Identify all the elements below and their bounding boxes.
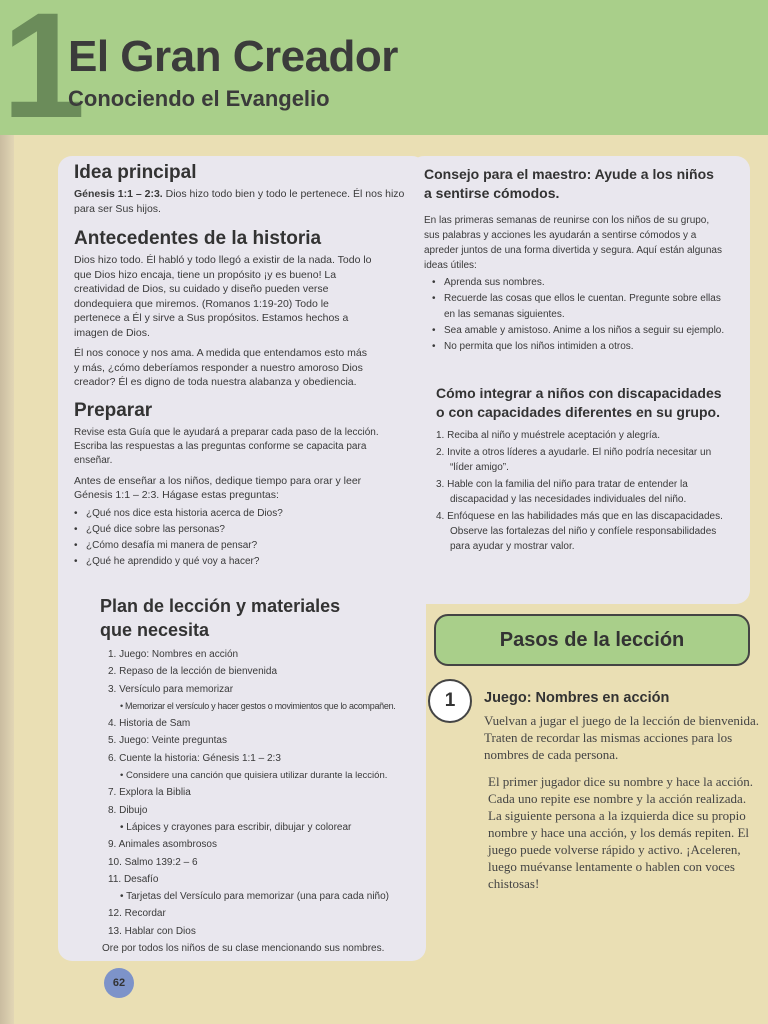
lesson-title: El Gran Creador [68,32,398,81]
plan-item: 9. Animales asombrosos [108,839,217,851]
step-title: Juego: Nombres en acción [484,690,670,706]
plan-subitem: • Tarjetas del Versículo para memorizar (una para cada niño) [120,891,390,903]
lesson-number: 1 [2,0,86,149]
plan-item: 7. Explora la Biblia [108,787,191,799]
plan-subitem: • Memorizar el versículo y hacer gestos o movimientos que lo acompañen. [120,700,396,711]
step-paragraph-1: Vuelvan a jugar el juego de la lección de bienvenida. Traten de recordar las mismas acciones para los nombres de cada persona. [484,713,759,762]
plan-note: Ore por todos los niños de su clase mencionando sus nombres. [102,943,385,955]
plan-item: 12. Recordar [108,908,166,920]
left-card [58,156,426,961]
step-number: 1 [444,690,456,711]
list-item: • Sea amable y amistoso. Anime a los niños a seguir su ejemplo. [432,323,732,339]
plan-item: 13. Hablar con Dios [108,925,196,937]
plan-subitem: • Lápices y crayones para escribir, dibujar y colorear [120,821,352,833]
plan-subitem: • Considere una canción que quisiera utilizar durante la lección. [120,770,388,782]
page-number [104,968,134,998]
plan-item: 5. Juego: Veinte preguntas [108,735,227,747]
page-number-text: 62 [112,977,126,989]
plan-item: 11. Desafío [108,873,159,885]
tip-list [424,275,732,355]
list-item: • ¿Qué nos dice esta historia acerca de Dios? [74,506,414,522]
plan-item: 6. Cuente la historia: Génesis 1:1 – 2:3 [108,752,281,764]
background-heading: Antecedentes de la historia [74,228,322,249]
tip-heading-line-2: a sentirse cómodos. [424,185,560,201]
inclusion-heading-line-1: Cómo integrar a niños con discapacidades [436,385,722,401]
list-item: • ¿Cómo desafía mi manera de pensar? [74,538,414,554]
list-item: • ¿Qué he aprendido y qué voy a hacer? [74,554,414,570]
lesson-steps-banner [434,614,750,666]
plan-item: 1. Juego: Nombres en acción [108,649,239,660]
step-number-badge [428,679,472,723]
list-item: • ¿Qué dice sobre las personas? [74,522,414,538]
plan-item: 10. Salmo 139:2 – 6 [108,856,198,868]
list-item: 2. Invite a otros líderes a ayudarle. El niño podría necesitar un “líder amigo”. [436,447,712,473]
list-item: • Aprenda sus nombres. [432,275,732,291]
list-item: 1. Reciba al niño y muéstrele aceptación y alegría. [436,430,661,441]
prepare-paragraph-2: Antes de enseñar a los niños, dedique tiempo para orar y leer Génesis 1:1 – 2:3. Hágase estas preguntas: [74,474,362,501]
plan-heading-line-2: que necesita [100,620,210,640]
idea-body: Dios hizo todo bien y todo le pertenece. Él nos hizo para ser Sus hijos. [74,188,405,215]
lesson-steps-title: Pasos de la lección [499,628,685,651]
plan-heading-line-1: Plan de lección y materiales [100,596,341,616]
page-edge [0,0,14,1024]
lesson-plan-list [102,646,423,957]
lesson-header [0,0,768,149]
lesson-subtitle: Conociendo el Evangelio [68,86,330,111]
list-item: 3. Hable con la familia del niño para tratar de entender la discapacidad y las necesidades individuales del niño. [436,479,688,505]
idea-text [74,187,414,216]
background-paragraph-2: Él nos conoce y nos ama. A medida que entendamos esto más y más, ¿cómo deberíamos responder a nuestro amoroso Dios creador? Él es digno de toda nuestra alabanza y obediencia. [74,347,368,388]
tip-heading-line-1: Consejo para el maestro: Ayude a los niños [424,166,714,182]
background-paragraph-1: Dios hizo todo. Él habló y todo llegó a existir de la nada. Todo lo que Dios hizo encaja, tiene un propósito ¡y es bueno! La creatividad de Dios, su cuidado y diseño pueden verse dondequiera que miremos. (Romanos 1:19-20) Todo le pertenece a Él y sirve a Sus propósitos. Estamos hechos a imagen de Dios. [74,254,372,339]
idea-heading: Idea principal [74,162,197,183]
right-card [410,156,750,604]
plan-item: 2. Repaso de la lección de bienvenida [108,666,278,678]
list-item: 4. Enfóquese en las habilidades más que en las discapacidades. Observe las fortalezas del niño y confíele responsabilidades para ayudar y mostrar valor. [436,511,723,552]
list-item: • No permita que los niños intimiden a otros. [432,339,732,355]
prepare-questions [74,506,414,570]
plan-item: 3. Versículo para memorizar [108,683,234,695]
prepare-paragraph-1: Revise esta Guía que le ayudará a preparar cada paso de la lección. Escriba las respuestas a las preguntas conforme se capacita para enseñar. [74,426,379,466]
prepare-heading: Preparar [74,399,153,421]
step-paragraph-2: El primer jugador dice su nombre y hace la acción. Cada uno repite ese nombre y la acción realizada. La siguiente persona a la izquierda dice su propio nombre y hace una acción, y los demás repiten. El juego puede volverse rápido y activo. ¡Aceleren, luego muévanse lentamente o hablen con voces chistosas! [488,774,753,891]
list-item: • Recuerde las cosas que ellos le cuentan. Pregunte sobre ellas en las semanas siguientes. [432,291,732,323]
idea-reference: Génesis 1:1 – 2:3. [74,188,163,200]
plan-item: 4. Historia de Sam [108,718,191,730]
inclusion-list [436,428,736,554]
tip-text: En las primeras semanas de reunirse con los niños de su grupo, sus palabras y acciones les ayudarán a sentirse cómodos y a apreder juntos de una forma divertida y segura. Aquí están algunas ideas útiles: [424,215,722,271]
inclusion-heading-line-2: o con capacidades diferentes en su grupo. [436,404,720,420]
plan-item: 8. Dibujo [108,804,148,816]
